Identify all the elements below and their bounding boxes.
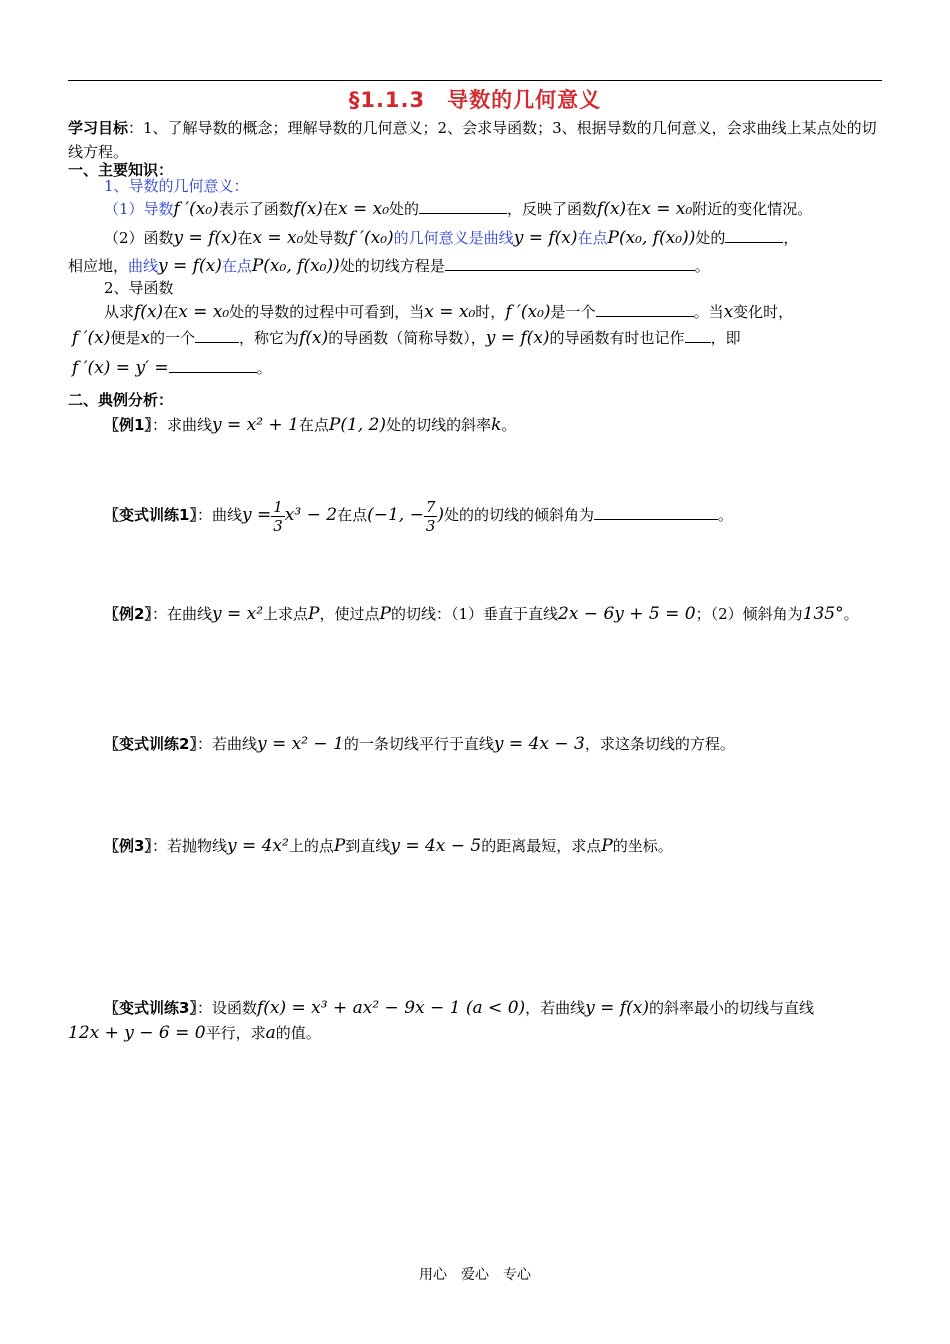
p2-math: P(x₀, f(x₀)): [607, 228, 696, 248]
page-footer: 用心 爱心 专心: [419, 1267, 531, 1283]
ex-math: y = f(x): [585, 998, 649, 1018]
ex-math: y = x²: [211, 604, 264, 624]
fraction: [424, 498, 438, 535]
ex-math: P: [308, 604, 320, 624]
ex-text: ；（2）倾斜角为: [695, 605, 803, 623]
p2-text: 在: [237, 229, 253, 247]
ex-text: 上的点: [288, 837, 334, 855]
p5-math: f(x): [299, 328, 329, 348]
ex-math: y = 4x − 5: [390, 836, 482, 856]
p4-math: f(x): [134, 302, 164, 322]
ex-text: 的距离最短，求点: [481, 837, 602, 855]
p4-text: 从求: [104, 303, 135, 321]
p3-math: y = f(x): [158, 256, 222, 276]
example-label: 〖例2〗: [104, 605, 152, 623]
ex-text: ：若曲线: [196, 735, 257, 753]
example-1: [104, 413, 516, 437]
ex-math: P: [601, 836, 613, 856]
answer-blank: [596, 301, 694, 317]
p1-text: ，反映了函数: [507, 200, 598, 218]
p2-text: ，: [783, 229, 799, 247]
ex-text: ，若曲线: [525, 999, 586, 1017]
page-title: §1.1.3 导数的几何意义: [348, 88, 602, 112]
ex-text: 的坐标。: [612, 837, 673, 855]
p1-math: f(x): [597, 199, 627, 219]
ex-text: ：设函数: [196, 999, 257, 1017]
ex-math: ): [437, 505, 445, 525]
section1-para3: [68, 254, 710, 278]
ex-math: y =: [241, 505, 272, 525]
section1-para2: [104, 226, 798, 250]
p1-text: （1）导数: [104, 200, 174, 218]
section2-heading: 二、典例分析：: [68, 391, 174, 409]
example-label: 〖例1〗: [104, 416, 152, 434]
p5-math: x: [140, 328, 151, 348]
variant-label: 〖变式训练1〗: [104, 506, 197, 524]
ex-math: 135°: [802, 604, 844, 624]
p2-text: 在点: [577, 229, 608, 247]
p5-text: 的导函数有时也记作: [549, 329, 685, 347]
ex-math: a: [265, 1023, 276, 1043]
p5-text: ，即: [710, 329, 741, 347]
header-rule: [68, 80, 882, 81]
p1-text: 附近的变化情况。: [692, 200, 813, 218]
answer-blank: [169, 357, 257, 373]
p1-math: f(x): [293, 199, 323, 219]
variant-3-line2: [68, 1021, 321, 1045]
ex-text: ：求曲线: [151, 416, 212, 434]
ex-math: (−1, −: [367, 505, 424, 525]
p2-math: y = f(x): [513, 228, 578, 248]
ex-text: 上求点: [263, 605, 309, 623]
ex-math: y = 4x²: [226, 836, 289, 856]
ex-math: f(x) = x³ + ax² − 9x − 1 (a < 0): [256, 998, 526, 1018]
p5-math: y = f(x): [485, 328, 550, 348]
ex-math: P: [333, 836, 346, 856]
ex-math: y = x² + 1: [211, 415, 299, 435]
learning-objectives: [68, 116, 882, 164]
p1-text: 处的: [389, 200, 420, 218]
section1-para5: [72, 326, 741, 350]
p4-math: x = x₀: [178, 302, 230, 322]
ex-math: y = 4x − 3: [493, 734, 585, 754]
ex-text: 在点: [298, 416, 329, 434]
ex-text: 平行，求: [205, 1024, 266, 1042]
p5-math: f ′(x): [72, 328, 111, 348]
ex-math: y = x² − 1: [256, 734, 344, 754]
p4-text: 变化时，: [733, 303, 794, 321]
answer-blank: [195, 327, 239, 343]
p2-text: （2）函数: [104, 229, 174, 247]
ex-text: ：若抛物线: [151, 837, 227, 855]
objectives-text: ：1、了解导数的概念；理解导数的几何意义；2、会求导函数；3、根据导数的几何意义，会求曲线上某点处的切线方程。: [68, 119, 877, 161]
ex-math: k: [491, 415, 502, 435]
ex-math: P: [379, 604, 391, 624]
ex-text: 到直线: [345, 837, 391, 855]
answer-blank: [685, 327, 711, 343]
example-3: [104, 834, 673, 858]
section1-sub2: 2、导函数: [104, 279, 174, 297]
variant-3-line1: [104, 996, 814, 1020]
ex-text: ，求这条切线的方程。: [584, 735, 735, 753]
p5-text: ，称它为: [239, 329, 300, 347]
p2-math: y = f(x): [173, 228, 238, 248]
section1-sub1: 1、导数的几何意义：: [104, 177, 249, 195]
p5-text: 的一个: [150, 329, 196, 347]
ex-math: 2x − 6y + 5 = 0: [558, 604, 696, 624]
ex-text: 处的的切线的倾斜角为: [444, 506, 595, 524]
p4-text: 时，: [475, 303, 506, 321]
fraction-numerator: 1: [273, 497, 283, 516]
p1-math: f ′(x₀): [173, 199, 219, 219]
p5-text: 便是: [110, 329, 141, 347]
p1-text: 表示了函数: [218, 200, 294, 218]
p2-math: f ′(x₀): [348, 228, 394, 248]
ex-text: 的斜率最小的切线与直线: [648, 999, 814, 1017]
fraction-numerator: 7: [425, 497, 436, 516]
ex-text: 在点: [337, 506, 368, 524]
p1-math: x = x₀: [337, 199, 390, 219]
answer-blank: [419, 198, 507, 214]
ex-text: 。: [843, 605, 859, 623]
ex-text: ：在曲线: [151, 605, 212, 623]
ex-text: 的切线：（1）垂直于直线: [390, 605, 558, 623]
answer-blank: [725, 227, 783, 243]
section1-para6: [72, 356, 272, 380]
ex-text: 。: [718, 506, 734, 524]
example-label: 〖例3〗: [104, 837, 152, 855]
p4-math: f ′(x₀): [505, 302, 551, 322]
variant-2: [104, 732, 735, 756]
p2-text: 处的: [695, 229, 726, 247]
p1-text: 在: [322, 200, 338, 218]
section1-para1: [104, 197, 812, 221]
p3-text: 。: [694, 257, 710, 275]
p2-text: 的几何意义是曲线: [393, 229, 514, 247]
p4-math: x: [723, 302, 734, 322]
variant-label: 〖变式训练3〗: [104, 999, 197, 1017]
p6-math: f ′(x) = y′ =: [72, 358, 169, 378]
variant-label: 〖变式训练2〗: [104, 735, 197, 753]
p4-text: 。当: [693, 303, 724, 321]
p3-text: 曲线: [128, 257, 159, 275]
ex-math: P(1, 2): [328, 415, 387, 435]
p3-math: P(x₀, f(x₀)): [251, 256, 340, 276]
p1-math: x = x₀: [641, 199, 693, 219]
section1-para4: [104, 300, 793, 324]
p3-text: 在点: [221, 257, 252, 275]
ex-math: x³ − 2: [284, 505, 338, 525]
ex-math: 12x + y − 6 = 0: [68, 1023, 206, 1043]
fraction-denominator: 3: [425, 516, 436, 535]
ex-text: 。: [501, 416, 517, 434]
p4-text: 处的导数的过程中可看到，当: [229, 303, 425, 321]
ex-text: 的值。: [275, 1024, 321, 1042]
p5-text: 的导函数（简称导数），: [328, 329, 486, 347]
ex-text: ，使过点: [319, 605, 380, 623]
ex-text: ：曲线: [196, 506, 242, 524]
p4-text: 是一个: [550, 303, 596, 321]
variant-1: [104, 492, 733, 538]
section1-heading: 一、主要知识：: [68, 161, 174, 179]
ex-text: 的一条切线平行于直线: [343, 735, 494, 753]
p2-text: 处导数: [303, 229, 349, 247]
fraction-denominator: 3: [273, 516, 283, 535]
p3-text: 处的切线方程是: [339, 257, 445, 275]
example-2: [104, 602, 859, 626]
answer-blank: [594, 504, 718, 520]
p2-math: x = x₀: [252, 228, 304, 248]
answer-blank: [445, 255, 695, 271]
ex-text: 处的切线的斜率: [386, 416, 492, 434]
fraction: [271, 498, 285, 535]
p4-text: 在: [163, 303, 179, 321]
p1-text: 在: [626, 200, 642, 218]
p4-math: x = x₀: [424, 302, 476, 322]
p6-text: 。: [256, 359, 272, 377]
objectives-label: 学习目标: [68, 119, 129, 137]
p3-text: 相应地，: [68, 257, 129, 275]
